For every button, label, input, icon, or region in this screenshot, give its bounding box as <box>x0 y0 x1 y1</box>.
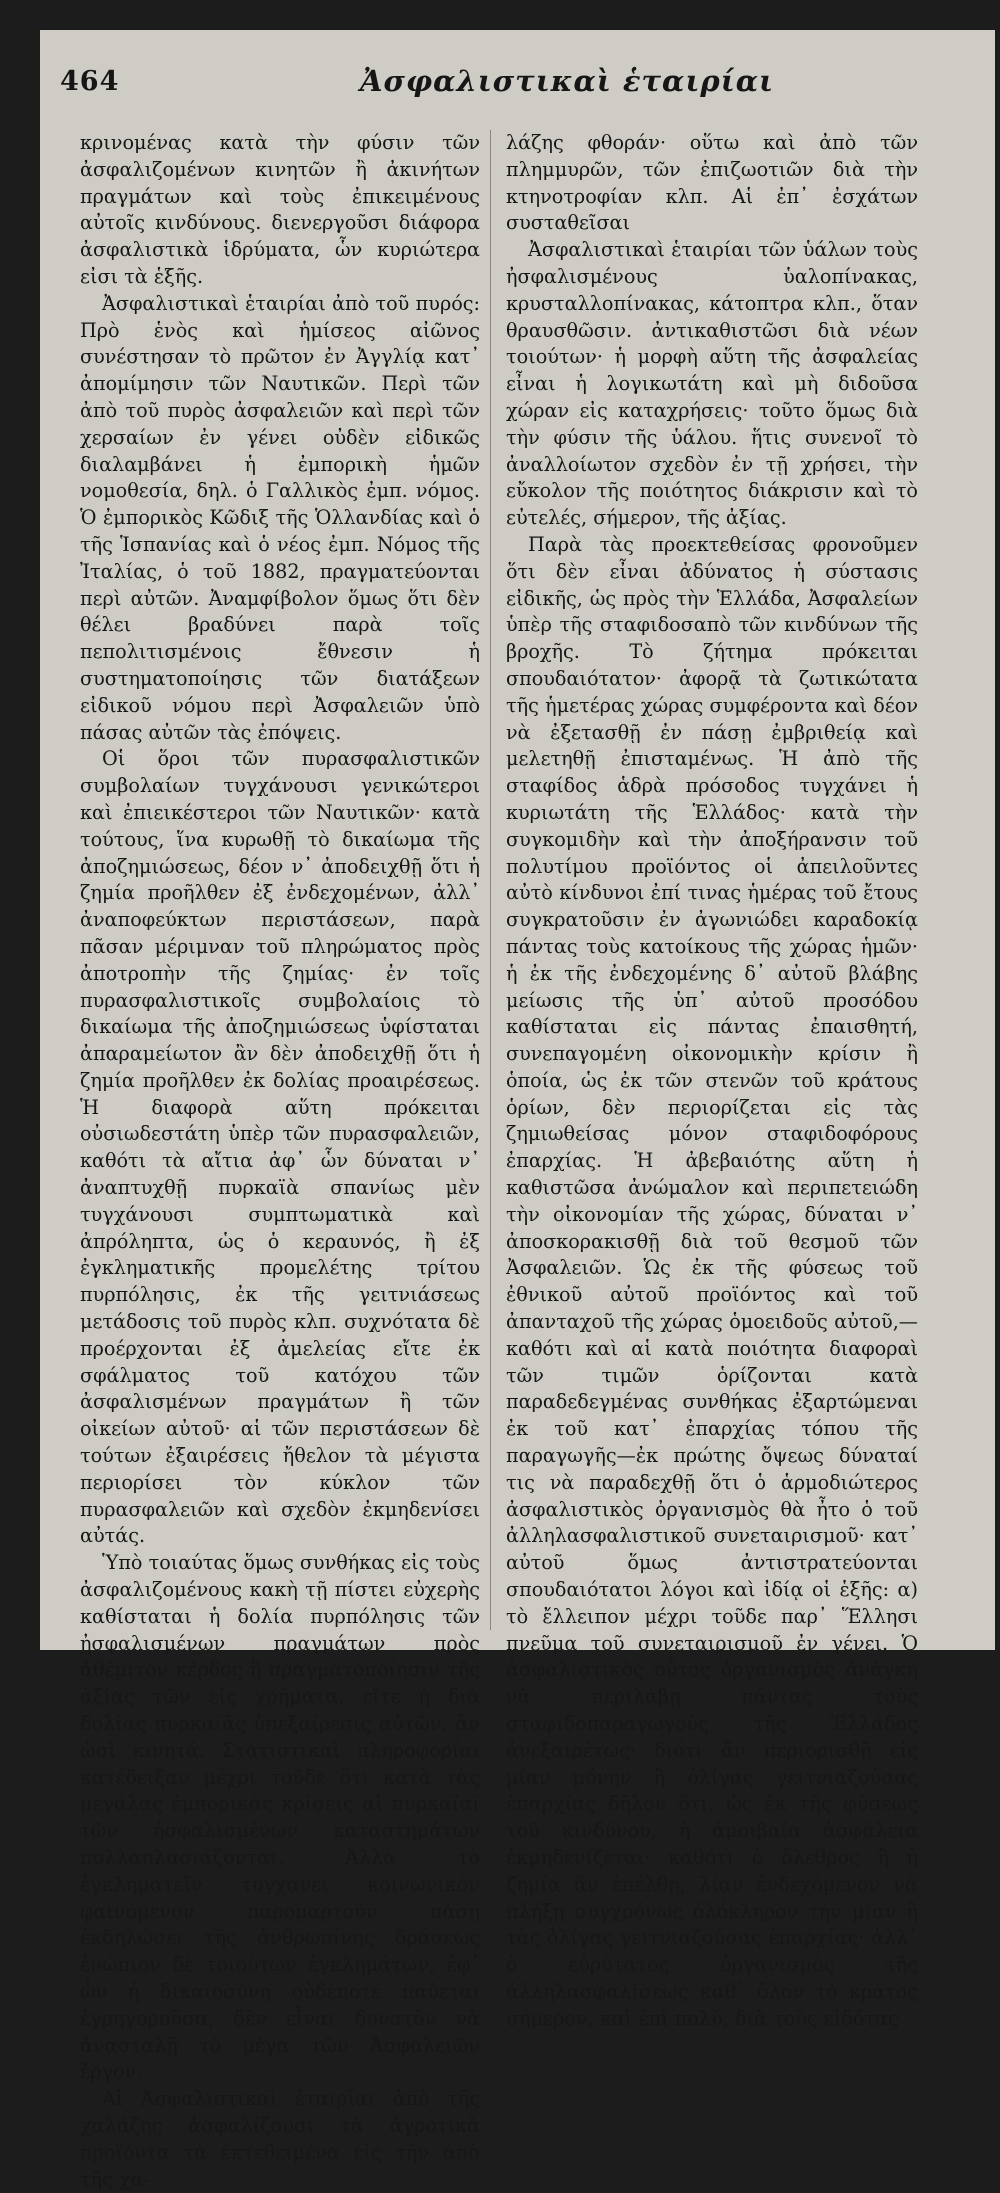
column-divider <box>490 130 491 1630</box>
paragraph: Παρὰ τὰς προεκτεθείσας φρονοῦμεν ὅτι δὲν εἶναι ἀδύνατος ἡ σύστασις εἰδικῆς, ὡς πρὸς τὴν Ἑλλάδα, Ἀσφαλείων ὑπὲρ τῆς σταφιδοσαπὸ τῶν κινδύνων τῆς βροχῆς. Τὸ ζήτημα πρόκειται σπουδαιότατον· ἀφορᾷ τὰ ζωτικώτατα τῆς ἡμετέρας χώρας συμφέροντα καὶ δέον νὰ ἐξετασθῇ ἐν πάσῃ ἐμβριθείᾳ καὶ μελετηθῇ ἐπισταμένως. Ἡ ἀπὸ τῆς σταφίδος ἁδρὰ πρόσοδος τυγχάνει ἡ κυριωτάτη τῆς Ἑλλάδος· κατὰ τὴν συγκομιδὴν καὶ τὴν ἀποξήρανσιν τοῦ πολυτίμου προϊόντος οἱ ἀπειλοῦντες αὐτὸ κίνδυνοι ἐπί τινας ἡμέρας τοῦ ἔτους συγκρατοῦσιν ἐν ἀγωνιώδει καραδοκίᾳ πάντας τοὺς κατοίκους τῆς χώρας ἡμῶν· ἡ ἐκ τῆς ἐνδεχομένης δ᾽ αὐτοῦ βλάβης μείωσις τῆς ὑπ᾽ αὐτοῦ προσόδου καθίσταται εἰς πάντας ἐπαισθητή, συνεπαγομένη οἰκονομικὴν κρίσιν ἢ ὁποία, ὡς ἐκ τῶν στενῶν τοῦ κράτους ὁρίων, δὲν περιορίζεται εἰς τὰς ζημιωθείσας μόνον σταφιδοφόρους ἐπαρχίας. Ἡ ἀβεβαιότης αὕτη ἡ καθιστῶσα ἀνώμαλον καὶ περιπετειώδη τὴν οἰκονομίαν τῆς χώρας, δύναται ν᾽ ἀποσκορακισθῇ διὰ τοῦ θεσμοῦ τῶν Ἀσφαλειῶν. Ὡς ἐκ τῆς φύσεως τοῦ ἐθνικοῦ αὐτοῦ προϊόντος καὶ τοῦ ἀπανταχοῦ τῆς χώρας ὁμοειδοῦς αὐτοῦ,—καθότι καὶ αἱ κατὰ ποιότητα διαφοραὶ τῶν τιμῶν ὁρίζονται κατὰ παραδεδεγμένας συνθήκας ἐξαρτώμεναι ἐκ τοῦ κατ᾽ ἐπαρχίας τόπου τῆς παραγωγῆς—ἐκ πρώτης ὄψεως δύναταί τις νὰ παραδεχθῇ ὅτι ὁ ἁρμοδιώτερος ἀσφαλιστικὸς ὀργανισμὸς θὰ ἦτο ὁ τοῦ ἀλληλασφαλιστικοῦ συνεταιρισμοῦ· κατ᾽ αὐτοῦ ὅμως ἀντιστρατεύονται σπουδαιότατοι λόγοι καὶ ἰδίᾳ οἱ ἑξῆς: α) τὸ ἔλλειπον μέχρι τοῦδε παρ᾽ Ἕλλησι πνεῦμα τοῦ συνεταιρισμοῦ ἐν γένει. Ὁ ἀσφαλιστικὸς οὗτος ὀργανισμὸς ἀνάγκη νὰ περιλάβῃ πάντας τοὺς σταφιδοπαραγωγοὺς τῆς Ἑλλάδος ἀνεξαιρέτως· διότι ἂν περιορισθῇ εἰς μίαν μόνην ἢ ὀλίγας γειτνιαζούσας ἐπαρχίας δῆλον ὅτι, ὡς ἐκ τῆς φύσεως τοῦ κινδύνου, ἡ ἀμοιβαία ἀσφάλεια ἐκμηδενίζεται· καθότι ὁ ὄλεθρος ἢ ἡ ζημία ἂν ἐπέλθῃ, λίαν ἐνδεχόμενον νὰ πλήξῃ συγχρόνως ὁλόκληρον τὴν μίαν ἢ τὰς ὀλίγας γειτνιαζούσας ἐπαρχίας· ἀλλ᾽ ὁ εὐρύτατος ὀργανισμὸς τῆς ἀλληλασφαλίσεως καθ᾽ ὅλον τὸ κράτος σήμερον, καὶ ἐπὶ πολύ, διὰ τοὺς εἰδότας <box>506 532 918 2030</box>
left-column <box>80 130 480 2191</box>
paragraph: Ὑπὸ τοιαύτας ὅμως συνθήκας εἰς τοὺς ἀσφαλιζομένους κακὴ τῇ πίστει εὐχερὴς καθίσταται ἡ δολία πυρπόλησις τῶν ἠσφαλισμένων πραγμάτων πρὸς ἀθέμιτον κέρδος ἢ πραγματοποίησιν τῆς ἀξίας τῶν εἰς χρήματα, εἴτε ἡ διὰ δολίας πυρκαϊᾶς ὑπεξαίρεσις αὐτῶν. ἂν ὡσὶ κινητά. Στατιστικαὶ πληροφορίαι κατέδειξαν μέχρι τοῦδε ὅτι κατὰ τὰς μεγάλας ἐμπορικὰς κρίσεις αἱ πυρκαϊαὶ τῶν ἠσφαλισμένων καταστημάτων πολλαπλασιάζονται. Ἀλλὰ τὸ ἐγκληματεῖν τυγχάνει κοινωνικὸν φαινόμενον παρομαρτοῦν πάσῃ ἐκδηλώσει τῆς ἀνθρωπίνης δράσεως ἐνώπιον δὲ τοιούτων ἐγκλημάτων, ἐφ᾽ ὧν ἡ δικαιοσύνη οὐδέποτε παύεται ἐγρηγοροῦσα, δὲν εἶναι δυνατὸν νὰ ἀνασταλῇ τὸ μέγα τῶν Ἀσφαλειῶν ἔργον. <box>80 1551 480 2084</box>
paragraph: Ἀσφαλιστικαὶ ἑταιρίαι τῶν ὑάλων τοὺς ἠσφαλισμένους ὑαλοπίνακας, κρυσταλλοπίνακας, κάτοπτρα κλπ., ὅταν θραυσθῶσιν. ἀντικαθιστῶσι διὰ νέων τοιούτων· ἡ μορφὴ αὕτη τῆς ἀσφαλείας εἶναι ἡ λογικωτάτη καὶ μὴ διδοῦσα χώραν εἰς καταχρήσεις· τοῦτο ὅμως διὰ τὴν φύσιν τῆς ὑάλου. ἥτις συνενοῖ τὸ ἀναλλοίωτον σχεδὸν ἐν τῇ χρήσει, τὴν εὔκολον τῆς ποιότητος διάκρισιν καὶ τὸ εὐτελές, σήμερον, τῆς ἀξίας. <box>506 238 918 530</box>
paragraph: λάζης φθοράν· οὕτω καὶ ἀπὸ τῶν πλημμυρῶν, τῶν ἐπιζωοτιῶν διὰ τὴν κτηνοτροφίαν κλπ. Αἱ ἐπ᾽ ἐσχάτων συσταθεῖσαι <box>506 131 918 235</box>
paragraph: Ἀσφαλιστικαὶ ἑταιρίαι ἀπὸ τοῦ πυρός: Πρὸ ἑνὸς καὶ ἡμίσεος αἰῶνος συνέστησαν τὸ πρῶτον ἐν Ἀγγλίᾳ κατ᾽ ἀπομίμησιν τῶν Ναυτικῶν. Περὶ τῶν ἀπὸ τοῦ πυρὸς ἀσφαλειῶν καὶ περὶ τῶν χερσαίων ἐν γένει οὐδὲν εἰδικῶς διαλαμβάνει ἡ ἐμπορικὴ ἡμῶν νομοθεσία, δηλ. ὁ Γαλλικὸς ἐμπ. νόμος. Ὁ ἐμπορικὸς Κῶδιξ τῆς Ὁλλανδίας καὶ ὁ τῆς Ἱσπανίας καὶ ὁ νέος ἐμπ. Νόμος τῆς Ἰταλίας, ὁ τοῦ 1882, πραγματεύονται περὶ αὐτῶν. Ἀναμφίβολον ὅμως ὅτι δὲν θέλει βραδύνει παρὰ τοῖς πεπολιτισμένοις ἔθνεσιν ἡ συστηματοποίησις τῶν διατάξεων εἰδικοῦ νόμου περὶ Ἀσφαλειῶν ὑπὸ πάσας αὐτῶν τὰς ἐπόψεις. <box>80 291 480 744</box>
running-title: Ἀσφαλιστικαὶ ἑταιρίαι <box>360 64 775 98</box>
book-page <box>40 30 995 2191</box>
page-header <box>40 66 995 116</box>
paragraph: Αἱ Ἀσφαλιστικαὶ ἑταιρίαι ἀπὸ τῆς χαλάζης ἀσφαλίζουσι τὰ ἀγροτικὰ προϊόντα τὰ ἐκτεθειμένα εἰς τὴν ἀπὸ τῆς χα- <box>80 2087 480 2191</box>
paragraph: Οἱ ὅροι τῶν πυρασφαλιστικῶν συμβολαίων τυγχάνουσι γενικώτεροι καὶ ἐπιεικέστεροι τῶν Ναυτικῶν· κατὰ τούτους, ἵνα κυρωθῇ τὸ δικαίωμα τῆς ἀποζημιώσεως, δέον ν᾽ ἀποδειχθῇ ὅτι ἡ ζημία προῆλθεν ἐξ ἐνδεχομένων, ἀλλ᾽ ἀναποφεύκτων περιστάσεων, παρὰ πᾶσαν μέριμναν τοῦ πληρώματος πρὸς ἀποτροπὴν τῆς ζημίας· ἐν τοῖς πυρασφαλιστικοῖς συμβολαίοις τὸ δικαίωμα τῆς ἀποζημιώσεως ὑφίσταται ἀπαραμείωτον ἂν δὲν ἀποδειχθῇ ὅτι ἡ ζημία προῆλθεν ἐκ δολίας προαιρέσεως. Ἡ διαφορὰ αὕτη πρόκειται οὐσιωδεστάτη ὑπὲρ τῶν πυρασφαλειῶν, καθότι τὰ αἴτια ἀφ᾽ ὧν δύναται ν᾽ ἀναπτυχθῇ πυρκαϊὰ σπανίως μὲν τυγχάνουσι συμπτωματικὰ καὶ ἀπρόληπτα, ὡς ὁ κεραυνός, ἢ ἐξ ἐγκληματικῆς προμελέτης τρίτου πυρπόλησις, ἐκ τῆς γειτνιάσεως μετάδοσις τοῦ πυρὸς κλπ. συχνότατα δὲ προέρχονται ἐξ ἀμελείας εἴτε ἐκ σφάλματος τοῦ κατόχου τῶν ἀσφαλισμένων πραγμάτων ἢ τῶν οἰκείων αὐτοῦ· αἱ τῶν περιστάσεων δὲ τούτων ἐξαιρέσεις ἤθελον τὰ μέγιστα περιορίσει τὸν κύκλον τῶν πυρασφαλειῶν καὶ σχεδὸν ἐκμηδενίσει αὐτάς. <box>80 747 480 1548</box>
right-column <box>506 130 918 2030</box>
page-number: 464 <box>60 66 120 97</box>
paragraph: κρινομένας κατὰ τὴν φύσιν τῶν ἀσφαλιζομένων κινητῶν ἢ ἀκινήτων πραγμάτων καὶ τοὺς ἐπικειμένους αὐτοῖς κινδύνους. διενεργοῦσι διάφορα ἀσφαλιστικὰ ἱδρύματα, ὧν κυριώτερα εἰσι τὰ ἑξῆς. <box>80 131 480 288</box>
